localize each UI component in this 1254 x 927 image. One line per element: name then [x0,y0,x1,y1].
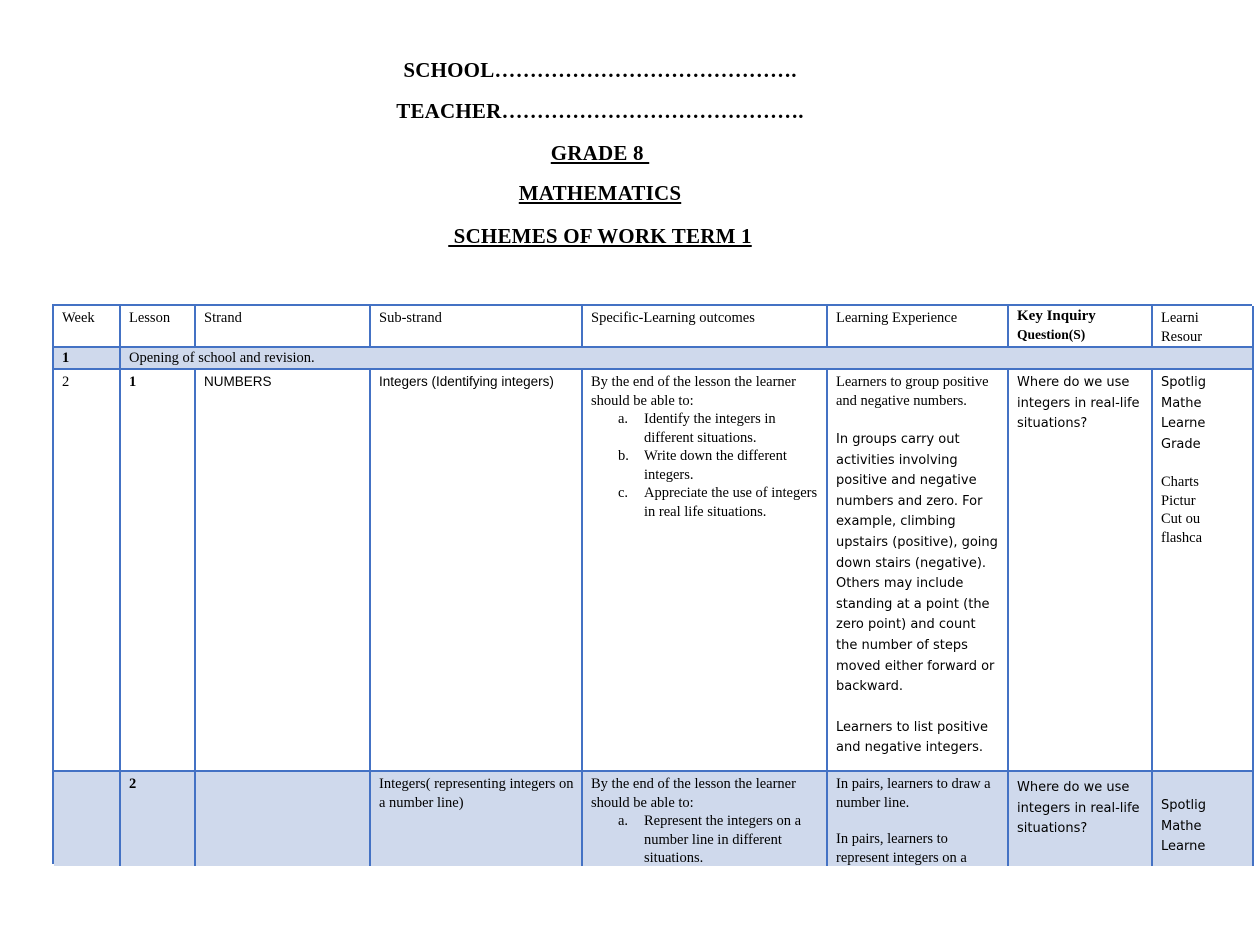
outcomes-intro: By the end of the lesson the learner should be able to: [591,776,796,811]
subject-heading: MATHEMATICS [518,181,682,205]
outcome-text: Identify the integers in different situations. [644,411,776,446]
substrand-cell: Integers (Identifying integers) [371,370,583,772]
col-header-substrand: Sub-strand [371,306,583,348]
outcome-marker: a. [618,813,629,829]
col-header-resources-line2: Resour [1161,328,1203,345]
resource-item: Grade [1161,436,1201,452]
strand-cell [196,772,371,866]
col-header-strand: Strand [196,306,371,348]
week-cell: 1 [54,348,121,370]
resource-item: Pictur [1161,492,1196,509]
experience-cell [828,370,1009,772]
outcomes-cell [583,772,828,866]
outcome-marker: c. [618,485,629,501]
experience-para-1: Learners to group positive and negative numbers. [836,374,989,409]
outcome-marker: a. [618,411,629,427]
outcome-item [618,812,819,868]
experience-para-2: In groups carry out activities involving positive and negative numbers and zero. For example, climbing upstairs (positive), going down stairs (negative). Others may include standing at a point (the zero point) and count the number of steps moved either forward or backward. [836,432,998,695]
experience-para-2: In pairs, learners to represent integers on a [836,831,967,866]
resource-item: Mathe [1161,395,1202,411]
resource-item: Spotlig [1161,798,1207,813]
col-header-outcomes: Specific-Learning outcomes [583,306,828,348]
outcomes-list [591,410,819,521]
resource-item: Learne [1161,839,1206,855]
col-header-inquiry [1009,306,1153,348]
col-header-week: Week [54,306,121,348]
resource-item: Cut ou [1161,511,1201,528]
outcome-text: Represent the integers on a number line in different situations. [644,813,802,866]
strand-cell: NUMBERS [196,370,371,772]
outcomes-cell [583,370,828,772]
substrand-cell: Integers( representing integers on a number line) [371,772,583,866]
opening-row-text: Opening of school and revision. [121,348,1254,370]
teacher-field: TEACHER……………………………………. [396,99,804,123]
outcome-marker: b. [618,448,629,464]
experience-para-1: In pairs, learners to draw a number line. [836,776,991,811]
resource-item: Charts [1161,474,1199,491]
inquiry-cell: Where do we use integers in real-life situations? [1009,772,1153,866]
col-header-inquiry-line2: Question(S) [1017,327,1086,342]
experience-para-3: Learners to list positive and negative integers. [836,719,988,756]
col-header-lesson: Lesson [121,306,196,348]
col-header-inquiry-line1: Key Inquiry [1017,308,1096,324]
outcome-item [618,484,819,521]
outcome-item [618,410,819,447]
outcomes-list [591,812,819,868]
resources-cell [1153,772,1254,866]
resource-item: Mathe [1161,818,1202,834]
outcome-text: Appreciate the use of integers in real life situations. [644,485,818,520]
outcome-item [618,447,819,484]
outcomes-intro: By the end of the lesson the learner should be able to: [591,374,796,409]
resources-cell [1153,370,1254,772]
col-header-experience: Learning Experience [828,306,1009,348]
col-header-resources-line1: Learni [1161,310,1199,326]
school-field: SCHOOL……………………………………. [403,58,797,82]
resource-spacer [1161,455,1245,473]
lesson-cell: 2 [121,772,196,866]
experience-cell [828,772,1009,866]
lesson-cell: 1 [121,370,196,772]
outcome-text: Write down the different integers. [644,448,787,483]
week-cell: 2 [54,370,121,772]
document-title: SCHEMES OF WORK TERM 1 [448,224,752,248]
inquiry-cell: Where do we use integers in real-life situations? [1009,370,1153,772]
grade-heading: GRADE 8 [550,141,650,165]
resource-item: Learne [1161,416,1206,432]
resource-item: flashca [1161,529,1203,546]
schemes-table [52,304,1207,866]
resource-item: Spotlig [1161,375,1207,390]
col-header-resources [1153,306,1254,348]
week-cell [54,772,121,866]
